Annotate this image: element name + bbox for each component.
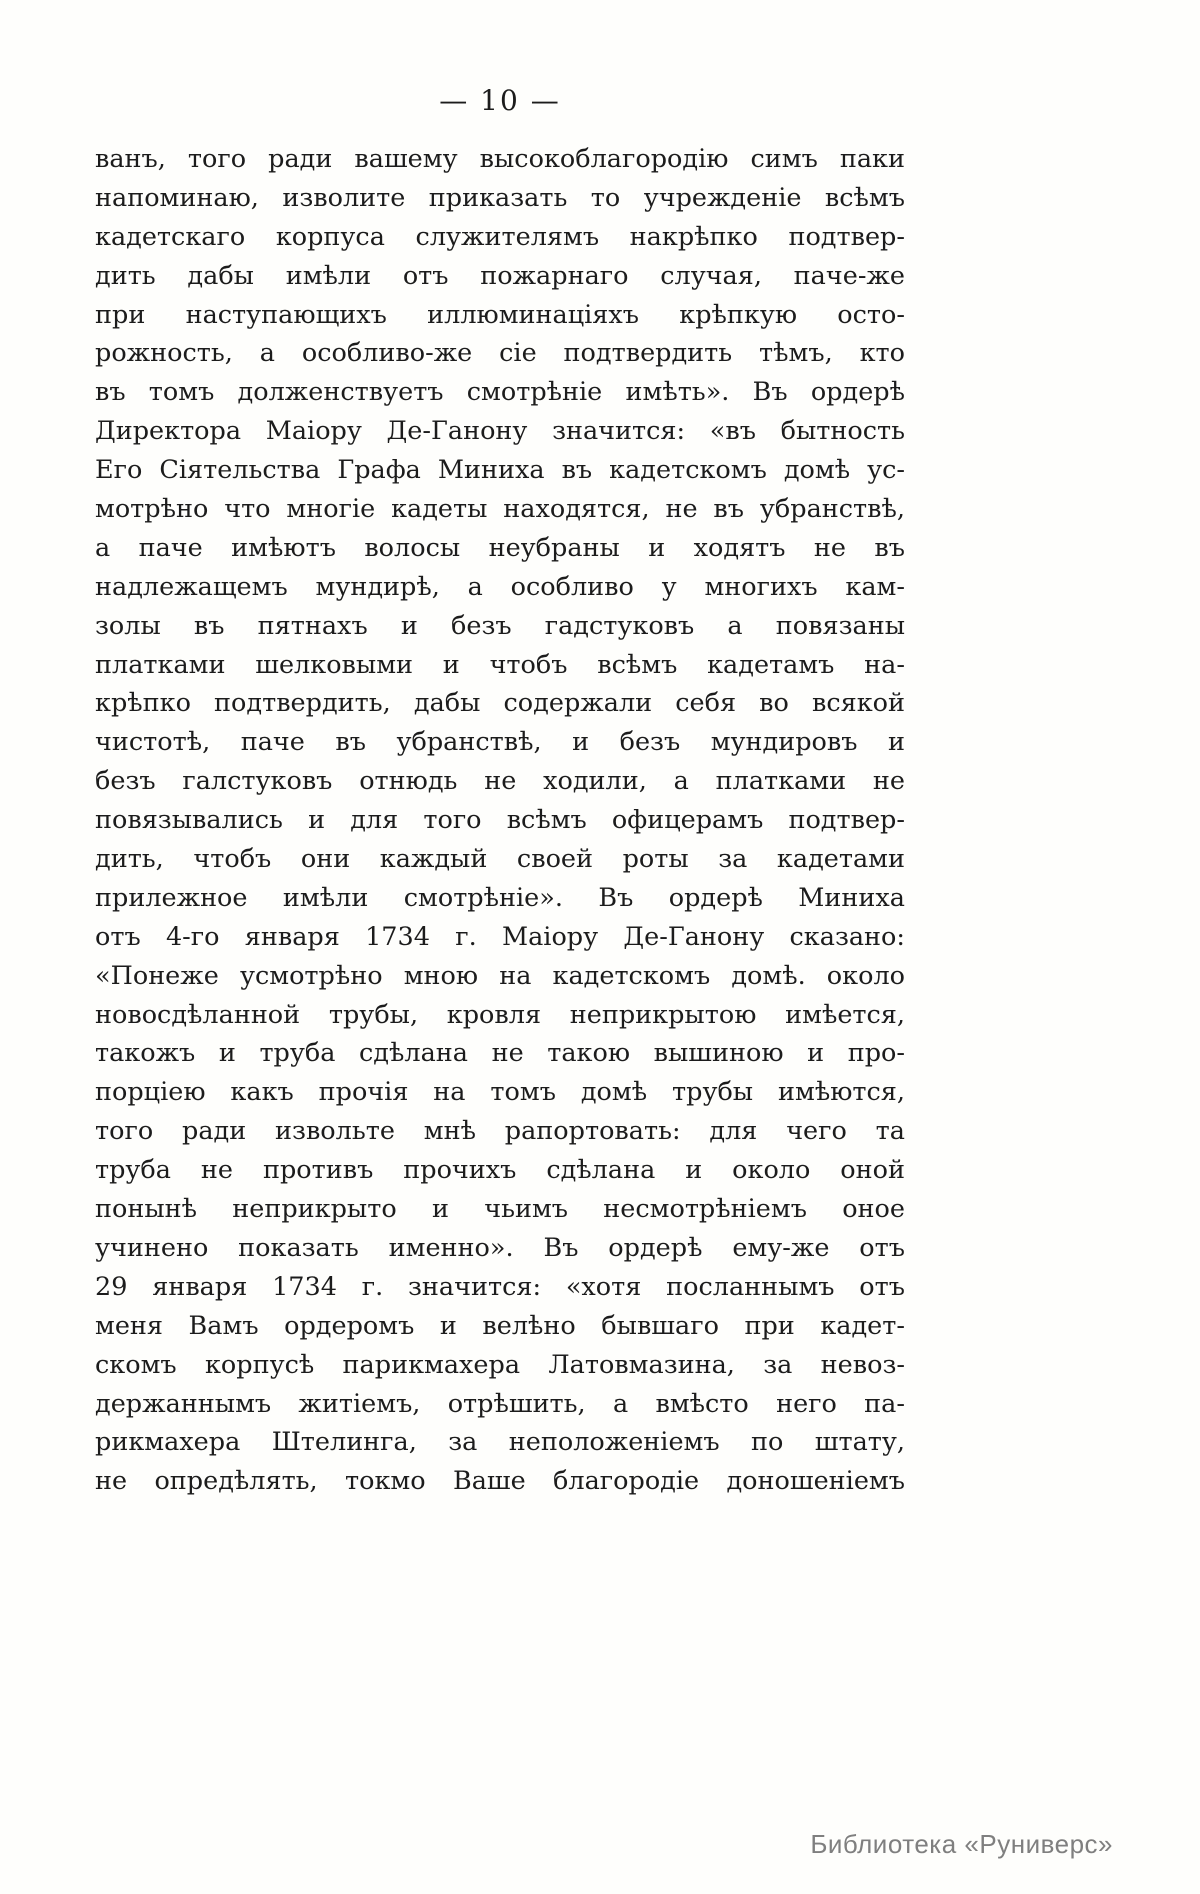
body-text xyxy=(95,140,905,1501)
text-line: того ради извольте мнѣ рапортовать: для чего та xyxy=(95,1116,905,1147)
text-line: чистотѣ, паче въ убранствѣ, и безъ мундировъ и xyxy=(95,727,905,758)
text-line: при наступающихъ иллюминаціяхъ крѣпкую осто- xyxy=(95,299,905,330)
text-line: держаннымъ житіемъ, отрѣшить, а вмѣсто него па- xyxy=(95,1388,905,1419)
text-line: крѣпко подтвердить, дабы содержали себя во всякой xyxy=(95,688,905,719)
text-line: безъ галстуковъ отнюдь не ходили, а платками не xyxy=(95,766,905,797)
text-line: Его Сіятельства Графа Миниха въ кадетскомъ домѣ ус- xyxy=(95,455,905,486)
text-line: надлежащемъ мундирѣ, а особливо у многихъ кам- xyxy=(95,571,905,602)
text-line: кадетскаго корпуса служителямъ накрѣпко подтвер- xyxy=(95,221,905,252)
text-line: Директора Маіору Де-Ганону значится: «въ бытность xyxy=(95,416,905,447)
text-line: не опредѣлять, токмо Ваше благородіе доношеніемъ xyxy=(95,1466,905,1497)
text-line: а паче имѣютъ волосы неубраны и ходятъ не въ xyxy=(95,532,905,563)
text-line: 29 января 1734 г. значится: «хотя посланнымъ отъ xyxy=(95,1271,905,1302)
text-line: ванъ, того ради вашему высокоблагородію симъ паки xyxy=(95,144,905,174)
text-line: такожъ и труба сдѣлана не такою вышиною и про- xyxy=(95,1038,905,1069)
text-line: труба не противъ прочихъ сдѣлана и около оной xyxy=(95,1155,905,1186)
text-line: прилежное имѣли смотрѣніе». Въ ордерѣ Миниха xyxy=(95,882,905,913)
text-line: новосдѣланной трубы, кровля неприкрытою имѣется, xyxy=(95,999,905,1030)
text-line: платками шелковыми и чтобъ всѣмъ кадетамъ на- xyxy=(95,649,905,680)
text-line: повязывались и для того всѣмъ офицерамъ подтвер- xyxy=(95,805,905,836)
text-line: понынѣ неприкрыто и чьимъ несмотрѣніемъ оное xyxy=(95,1194,905,1225)
text-line: мотрѣно что многіе кадеты находятся, не въ убранствѣ, xyxy=(95,494,905,525)
text-line: рикмахера Штелинга, за неположеніемъ по штату, xyxy=(95,1427,905,1458)
text-line: напоминаю, изволите приказать то учрежденіе всѣмъ xyxy=(95,182,905,213)
text-line: «Понеже усмотрѣно мною на кадетскомъ домѣ. около xyxy=(95,960,905,991)
text-line: меня Вамъ ордеромъ и велѣно бывшаго при кадет- xyxy=(95,1310,905,1341)
text-line: скомъ корпусѣ парикмахера Латовмазина, за невоз- xyxy=(95,1349,905,1380)
text-line: дить дабы имѣли отъ пожарнаго случая, паче-же xyxy=(95,260,905,291)
text-line: рожность, а особливо-же сіе подтвердить тѣмъ, кто xyxy=(95,338,905,369)
text-line: отъ 4-го января 1734 г. Маіору Де-Ганону сказано: xyxy=(95,921,905,952)
library-watermark: Библиотека «Руниверс» xyxy=(810,1829,1113,1859)
page-number: — 10 — xyxy=(439,84,561,117)
text-line: дить, чтобъ они каждый своей роты за кадетами xyxy=(95,844,905,875)
text-line: учинено показать именно». Въ ордерѣ ему-же отъ xyxy=(95,1232,905,1263)
text-line: золы въ пятнахъ и безъ гадстуковъ а повязаны xyxy=(95,610,905,641)
text-line: въ томъ долженствуетъ смотрѣніе имѣть». Въ ордерѣ xyxy=(95,377,905,408)
text-line: порціею какъ прочія на томъ домѣ трубы имѣются, xyxy=(95,1077,905,1108)
